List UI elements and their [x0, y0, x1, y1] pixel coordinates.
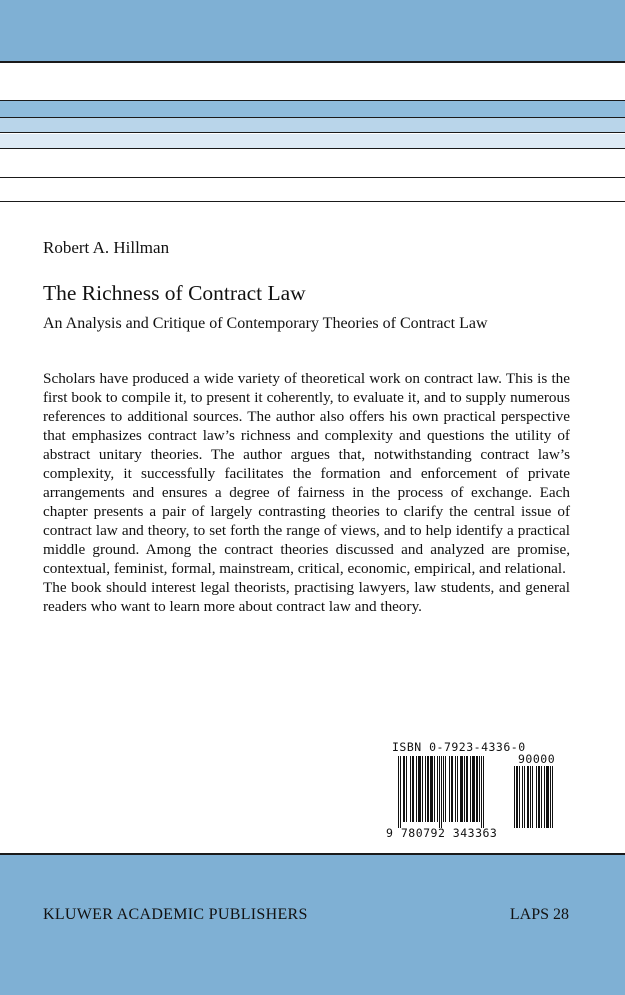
barcode-bar — [541, 766, 542, 828]
barcode-bar — [449, 756, 450, 822]
barcode-bar — [455, 756, 456, 822]
barcode-bar — [445, 756, 446, 822]
barcode-bar — [422, 756, 423, 822]
book-subtitle: An Analysis and Critique of Contemporary Theories of Contract Law — [43, 315, 488, 332]
barcode-bar — [546, 766, 549, 828]
barcode-bar — [451, 756, 453, 822]
barcode-bar — [472, 756, 475, 822]
barcode-bar — [466, 756, 468, 822]
barcode-bar — [516, 766, 518, 828]
barcode-bar — [412, 756, 414, 822]
barcode-bar — [418, 756, 421, 822]
blurb-paragraph: The book should interest legal theorists, practising lawyers, law students, and general readers who want to learn more about contract law and theory. — [43, 579, 570, 615]
top-color-band — [0, 0, 625, 63]
barcode-bar — [443, 756, 444, 822]
barcode-bar — [400, 756, 401, 828]
barcode — [386, 740, 570, 842]
barcode-bar — [530, 766, 531, 828]
barcode-bar — [524, 766, 525, 828]
decorative-stripe — [0, 134, 625, 149]
barcode-bar — [536, 766, 537, 828]
book-title: The Richness of Contract Law — [43, 281, 306, 305]
divider-line — [0, 177, 625, 178]
blurb-paragraph: Scholars have produced a wide variety of theoretical work on contract law. This is the first book to compile it, to present it coherently, to evaluate it, and to supply numerous references to additional sources. The author also offers his own practical perspective that emphasizes contract law’s richness and complexity and questions the utility of abstract unitary theories. The author argues that, notwithstanding contract law’s complexity, it successfully facilitates the formation and enforcement of private arrangements and ensures a degree of fairness in the process of exchange. Each chapter presents a pair of largely contrasting theories to clarify the central issue of contract law and theory, to set forth the range of views, and to help identify a practical middle ground. Among the contract theories discussed and analyzed are promise, contextual, feminist, formal, mainstream, critical, economic, empirical, and relational. — [43, 370, 570, 577]
barcode-bar — [476, 756, 478, 822]
barcode-bar — [427, 756, 429, 822]
decorative-stripe — [0, 100, 625, 118]
decorative-stripe — [0, 118, 625, 133]
barcode-bar — [434, 756, 435, 822]
barcode-bar — [479, 756, 480, 822]
barcode-bar — [410, 756, 411, 822]
barcode-addon-bars — [514, 766, 566, 828]
barcode-bar — [552, 766, 553, 828]
divider-line — [0, 201, 625, 202]
barcode-bar — [416, 756, 417, 822]
barcode-bar — [403, 756, 405, 822]
barcode-bar — [464, 756, 465, 822]
bottom-color-band — [0, 853, 625, 995]
barcode-bar — [481, 756, 482, 828]
barcode-bar — [460, 756, 463, 822]
barcode-bar — [514, 766, 515, 828]
barcode-bar — [398, 756, 399, 828]
barcode-addon-number: 90000 — [518, 752, 556, 766]
barcode-bar — [425, 756, 426, 822]
barcode-bar — [522, 766, 523, 828]
barcode-bar — [406, 756, 407, 822]
barcode-bar — [437, 756, 438, 822]
barcode-bar — [538, 766, 540, 828]
blurb-text — [43, 369, 570, 616]
ean-number: 9 780792 343363 — [386, 826, 498, 840]
barcode-bar — [527, 766, 529, 828]
barcode-bar — [430, 756, 433, 822]
barcode-bar — [550, 766, 551, 828]
barcode-bar — [519, 766, 520, 828]
author-name: Robert A. Hillman — [43, 238, 170, 257]
barcode-bar — [544, 766, 545, 828]
series-label: LAPS 28 — [509, 906, 569, 923]
barcode-bar — [532, 766, 533, 828]
barcode-bar — [483, 756, 484, 828]
publisher-name: KLUWER ACADEMIC PUBLISHERS — [43, 906, 308, 923]
barcode-bar — [441, 756, 442, 828]
barcode-bars — [398, 756, 504, 828]
barcode-bar — [439, 756, 440, 828]
barcode-bar — [470, 756, 471, 822]
isbn-label: ISBN 0-7923-4336-0 — [392, 740, 526, 754]
barcode-bar — [457, 756, 458, 822]
